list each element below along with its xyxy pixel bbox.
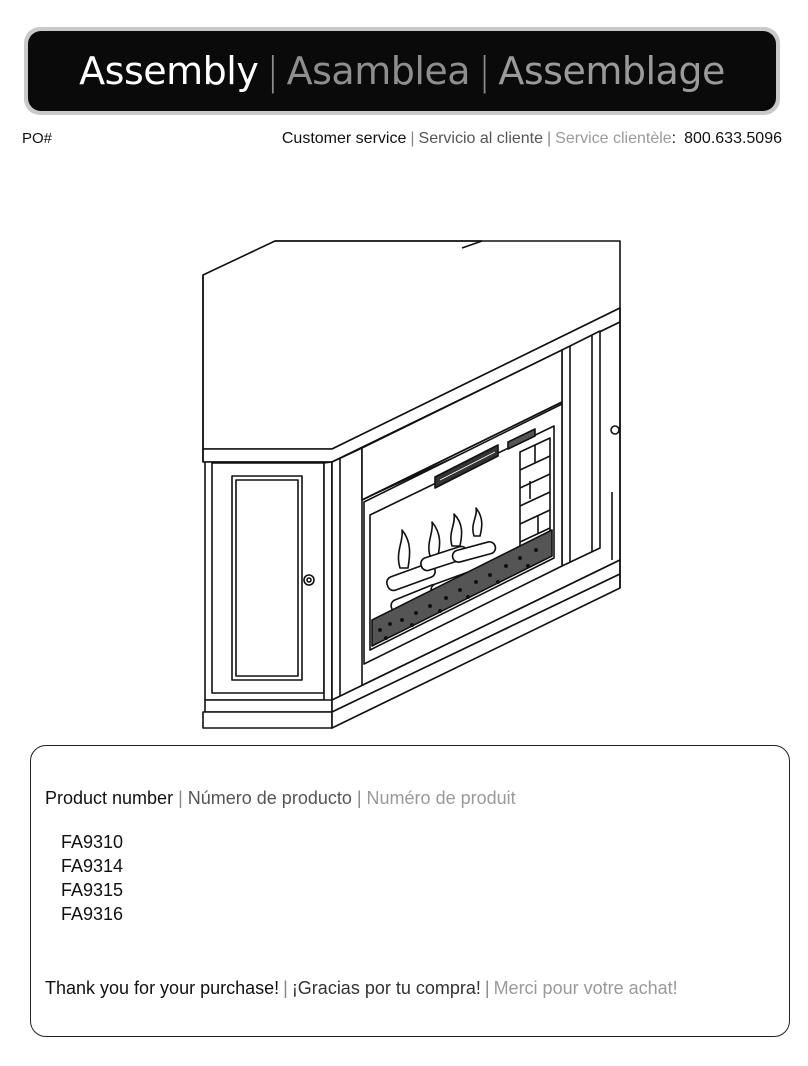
service-french: Service clientèle	[555, 130, 672, 147]
fireplace-illustration	[190, 230, 630, 735]
model-list	[61, 830, 123, 926]
title-spanish: Asamblea	[286, 49, 471, 93]
product-number-label	[45, 788, 516, 809]
product-label-spanish: Número de producto	[187, 788, 352, 808]
cabinet-door-panel	[232, 476, 302, 680]
thanks-separator: |	[283, 978, 288, 998]
thank-you-line	[45, 978, 678, 999]
customer-service-line	[282, 130, 782, 148]
model-number: FA9310	[61, 832, 124, 852]
title-banner-inner	[28, 31, 776, 111]
service-separator: |	[547, 130, 552, 147]
title-separator: |	[266, 49, 279, 93]
thanks-spanish: ¡Gracias por tu compra!	[291, 978, 481, 998]
po-label: PO#	[22, 130, 53, 147]
model-number: FA9316	[61, 904, 124, 924]
model-number: FA9314	[61, 856, 124, 876]
title-separator: |	[478, 49, 491, 93]
service-spanish: Servicio al cliente	[418, 130, 544, 147]
base-plinth	[205, 700, 332, 712]
product-label-french: Numéro de produit	[366, 788, 516, 808]
title-banner	[24, 27, 780, 115]
service-colon: :	[671, 130, 677, 147]
door-knob-icon	[304, 575, 314, 585]
side-knob-icon	[611, 426, 619, 434]
title-french: Assemblage	[498, 49, 725, 93]
thanks-french: Merci pour votre achat!	[493, 978, 678, 998]
product-info-box	[30, 745, 790, 1037]
model-number: FA9315	[61, 880, 124, 900]
thanks-separator: |	[484, 978, 490, 998]
product-label-english: Product number	[45, 788, 174, 808]
title-english: Assembly	[79, 49, 259, 93]
product-separator: |	[178, 788, 183, 808]
service-separator: |	[410, 130, 415, 147]
product-separator: |	[356, 788, 362, 808]
thanks-english: Thank you for your purchase!	[45, 978, 280, 998]
service-phone: 800.633.5096	[684, 130, 782, 147]
service-english: Customer service	[281, 130, 407, 147]
